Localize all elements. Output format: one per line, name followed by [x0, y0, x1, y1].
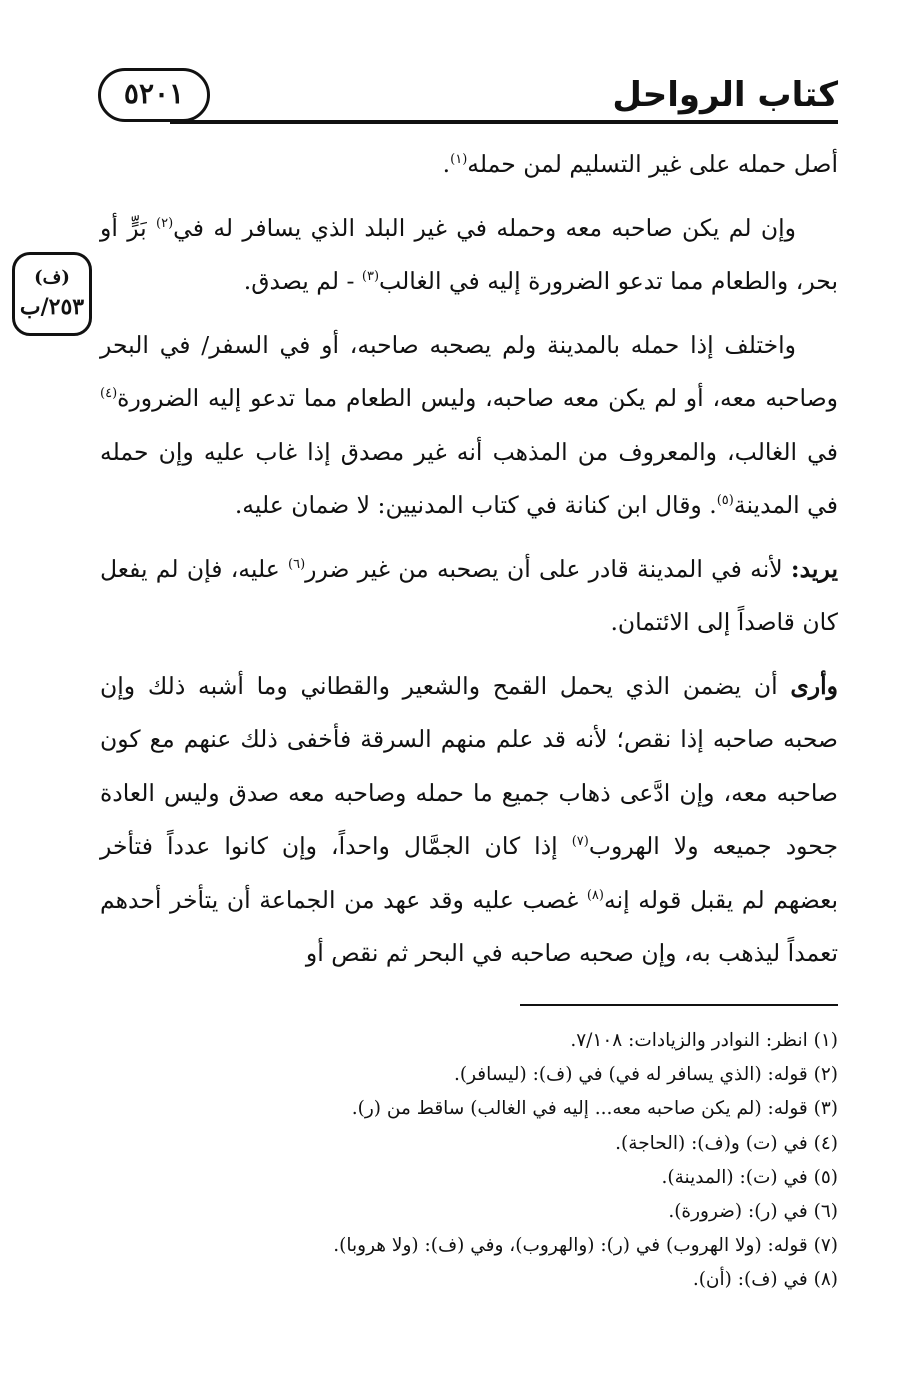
footnote-marker: (٢)	[156, 215, 174, 231]
text-run: أن يضمن الذي يحمل القمح والشعير والقطاني وما أشبه ذلك وإن صحبه صاحبه إذا نقص؛ لأنه قد علم منهم السرقة فأخفى ذلك عنهم مع كون صاحبه معه، وإن ادَّعى ذهاب جميع ما حمله وصاحبه معه صدق وليس العادة جحود جميعه ولا الهروب	[100, 671, 838, 860]
footnote: (٦) في (ر): (ضرورة).	[668, 1201, 838, 1223]
manuscript-folio-marker	[12, 252, 92, 336]
footnotes	[100, 1024, 838, 1298]
text-run: عليه، فإن لم يفعل كان قاصداً إلى الائتمان.	[100, 554, 838, 636]
paragraph	[100, 660, 838, 981]
paragraph	[100, 543, 838, 650]
folio-marker-source: (ف)	[34, 267, 70, 288]
footnote: (٨) في (ف): (أن).	[692, 1269, 838, 1291]
footnote-marker: (٨)	[586, 887, 604, 903]
paragraph	[100, 202, 838, 309]
text-run: بَرٍّ أو بحر، والطعام مما تدعو الضرورة إليه في الغالب	[100, 213, 838, 295]
text-run: في الغالب، والمعروف من المذهب أنه غير مصدق إذا غاب عليه وإن حمله في المدينة	[100, 437, 838, 519]
page-number-badge: ٥٢٠١	[98, 68, 210, 122]
page-header	[0, 0, 920, 130]
text-run: واختلف إذا حمله بالمدينة ولم يصحبه صاحبه، أو في السفر/ في البحر وصاحبه معه، أو لم يكن معه صاحبه، وليس الطعام مما تدعو إليه الضرورة	[100, 330, 838, 412]
text-run: .	[442, 150, 451, 178]
footnote: (١) انظر: النوادر والزيادات: ٧/١٠٨.	[570, 1030, 838, 1051]
text-run: إذا كان الجمَّال واحداً، وإن كانوا عدداً فتأخر بعضهم لم يقبل قوله إنه	[100, 832, 838, 914]
folio-marker-folio: ٢٥٣/ب	[19, 294, 85, 320]
text-run: - لم يصدق.	[243, 267, 362, 295]
footnote: (٣) قوله: (لم يكن صاحبه معه... إليه في الغالب) ساقط من (ر).	[351, 1098, 838, 1120]
footnote-marker: (٤)	[100, 386, 118, 401]
book-title: كتاب الرواحل	[612, 75, 838, 115]
text-run: أصل حمله على غير التسليم لمن حمله	[467, 150, 838, 178]
text-run: وإن لم يكن صاحبه معه وحمله في غير البلد الذي يسافر له في	[173, 213, 796, 242]
paragraph-lead-word: يريد:	[790, 554, 838, 583]
footnote-marker: (٥)	[716, 493, 734, 508]
text-run: لأنه في المدينة قادر على أن يصحبه من غير ضرر	[305, 554, 791, 583]
paragraph-lead-word: وأرى	[790, 671, 838, 700]
text-run: غصب عليه وقد عهد من الجماعة أن يتأخر أحدهم تعمداً ليذهب به، وإن صحبه صاحبه في البحر ثم نقص أو	[100, 885, 838, 967]
footnote-marker: (٦)	[288, 556, 306, 572]
header-rule	[170, 120, 838, 124]
paragraph	[100, 319, 838, 533]
footnote: (٢) قوله: (الذي يسافر له في) في (ف): (ليسافر).	[453, 1064, 838, 1086]
footnote: (٥) في (ت): (المدينة).	[661, 1166, 838, 1188]
footnote: (٧) قوله: (ولا الهروب) في (ر): (والهروب)، وفي (ف): (ولا هروبا).	[333, 1235, 838, 1257]
footnote-separator	[520, 1004, 838, 1006]
main-text	[100, 138, 838, 981]
footnote: (٤) في (ت) و(ف): (الحاجة).	[615, 1132, 838, 1154]
footnote-marker: (٧)	[571, 834, 589, 849]
footnote-marker: (٣)	[361, 269, 380, 284]
text-run: . وقال ابن كنانة في كتاب المدنيين: لا ضمان عليه.	[234, 491, 717, 519]
footnote-marker: (١)	[450, 152, 468, 167]
paragraph	[100, 138, 838, 192]
